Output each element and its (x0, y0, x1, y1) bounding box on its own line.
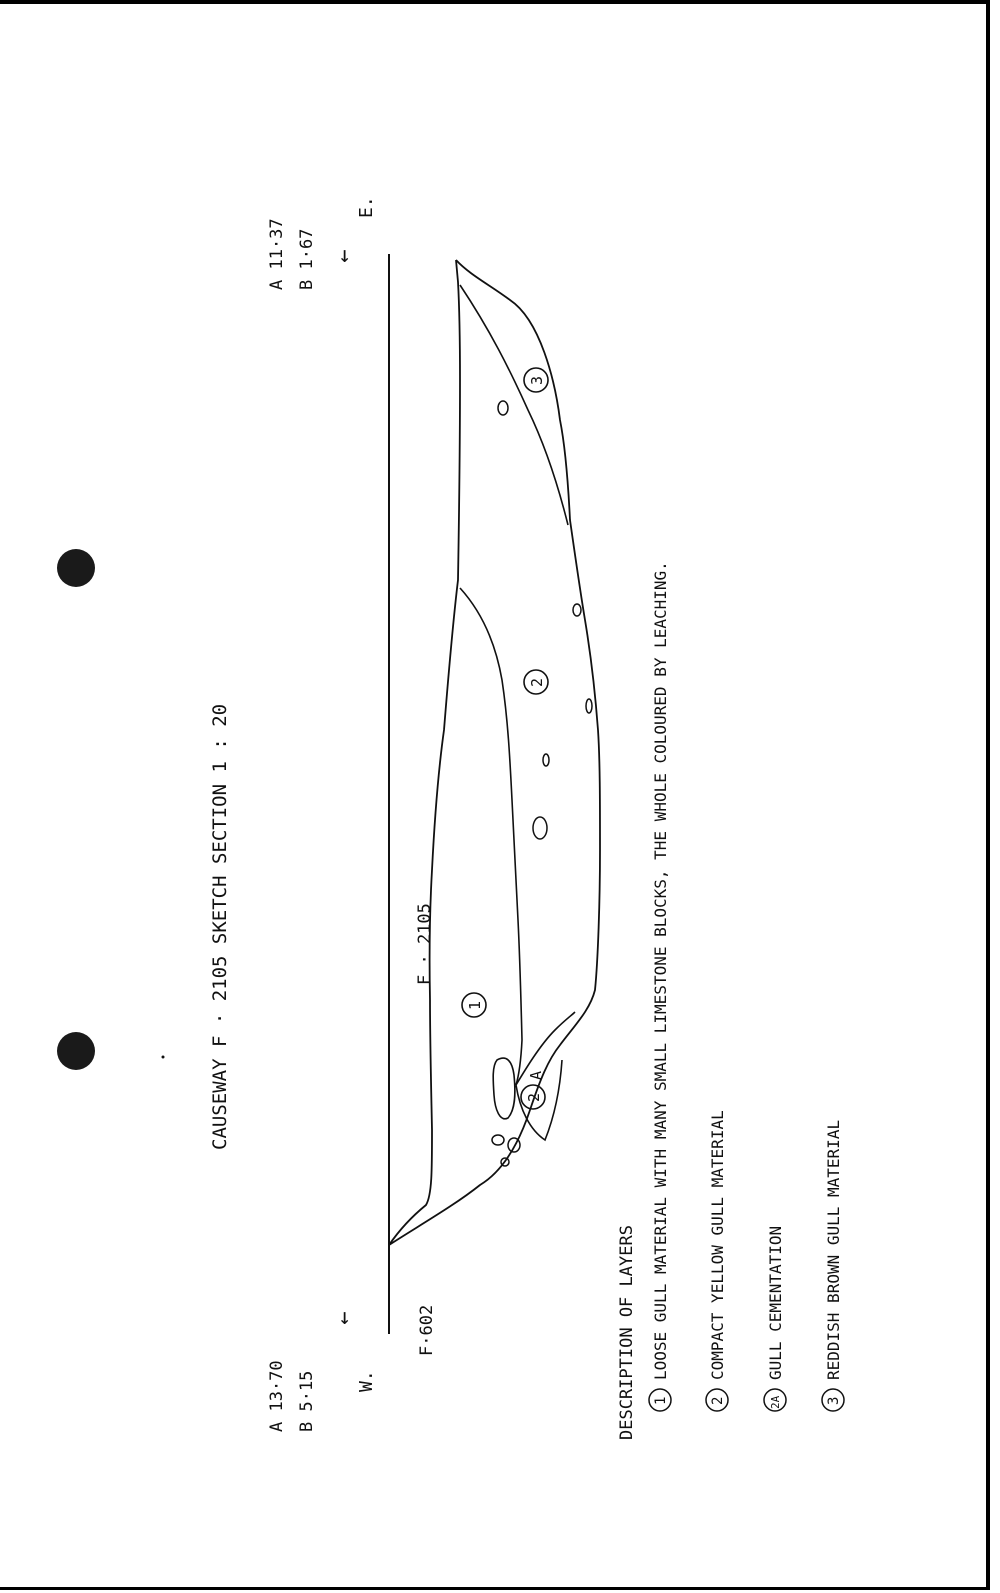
layer-marker-2a-letter: A (527, 1070, 545, 1080)
legend-text-2: COMPACT YELLOW GULL MATERIAL (708, 1110, 727, 1380)
limestone-block (586, 699, 592, 713)
legend-heading: DESCRIPTION OF LAYERS (617, 1225, 637, 1440)
west-direction: W. (356, 1370, 377, 1392)
limestone-block (498, 401, 508, 415)
east-level-a: A 11·37 (267, 218, 287, 290)
layer-marker-2 (524, 670, 548, 694)
legend-item-2 (706, 1110, 728, 1411)
drawing-title: CAUSEWAY F · 2105 SKETCH SECTION 1 : 20 (209, 703, 231, 1150)
west-feature-label: F·602 (417, 1304, 437, 1356)
legend-key-1: 1 (653, 1396, 669, 1405)
layer-marker-1-label: 1 (466, 1000, 484, 1010)
legend-key-2a: 2A (769, 1395, 782, 1409)
west-arrow: ↓ (338, 1305, 352, 1330)
legend-item-3 (822, 1120, 844, 1411)
legend-text-2a: GULL CEMENTATION (766, 1225, 785, 1380)
west-level-a: A 13·70 (267, 1360, 287, 1432)
layer-3-boundary (460, 285, 568, 525)
section-feature-label: F · 2105 (415, 903, 435, 985)
east-level-b: B 1·67 (297, 228, 317, 290)
west-level-b: B 5·15 (297, 1370, 317, 1432)
limestone-block (493, 1058, 515, 1119)
east-direction: E. (356, 196, 377, 218)
legend-key-3: 3 (826, 1396, 842, 1405)
limestone-block (543, 754, 549, 766)
stray-mark (162, 1056, 165, 1059)
limestone-block (573, 604, 581, 616)
limestone-block (533, 817, 547, 839)
legend-item-2a (764, 1226, 786, 1411)
layer-marker-2-label: 2 (528, 677, 546, 687)
limestone-block (508, 1138, 520, 1152)
layer-marker-3-label: 3 (528, 375, 546, 385)
legend-text-3: REDDISH BROWN GULL MATERIAL (824, 1119, 843, 1380)
layer-marker-3 (524, 368, 548, 392)
legend-item-1 (649, 561, 671, 1411)
layer-2a-boundary (516, 1012, 575, 1140)
limestone-block (492, 1135, 504, 1145)
legend-key-2: 2 (710, 1396, 726, 1405)
east-arrow: ↓ (338, 243, 352, 268)
legend-text-1: LOOSE GULL MATERIAL WITH MANY SMALL LIMESTONE BLOCKS, THE WHOLE COLOURED BY LEACHING. (651, 561, 670, 1380)
layer-marker-1 (462, 993, 486, 1017)
ground-surface-line (389, 260, 460, 1245)
layer-marker-2a-number: 2 (525, 1092, 543, 1102)
